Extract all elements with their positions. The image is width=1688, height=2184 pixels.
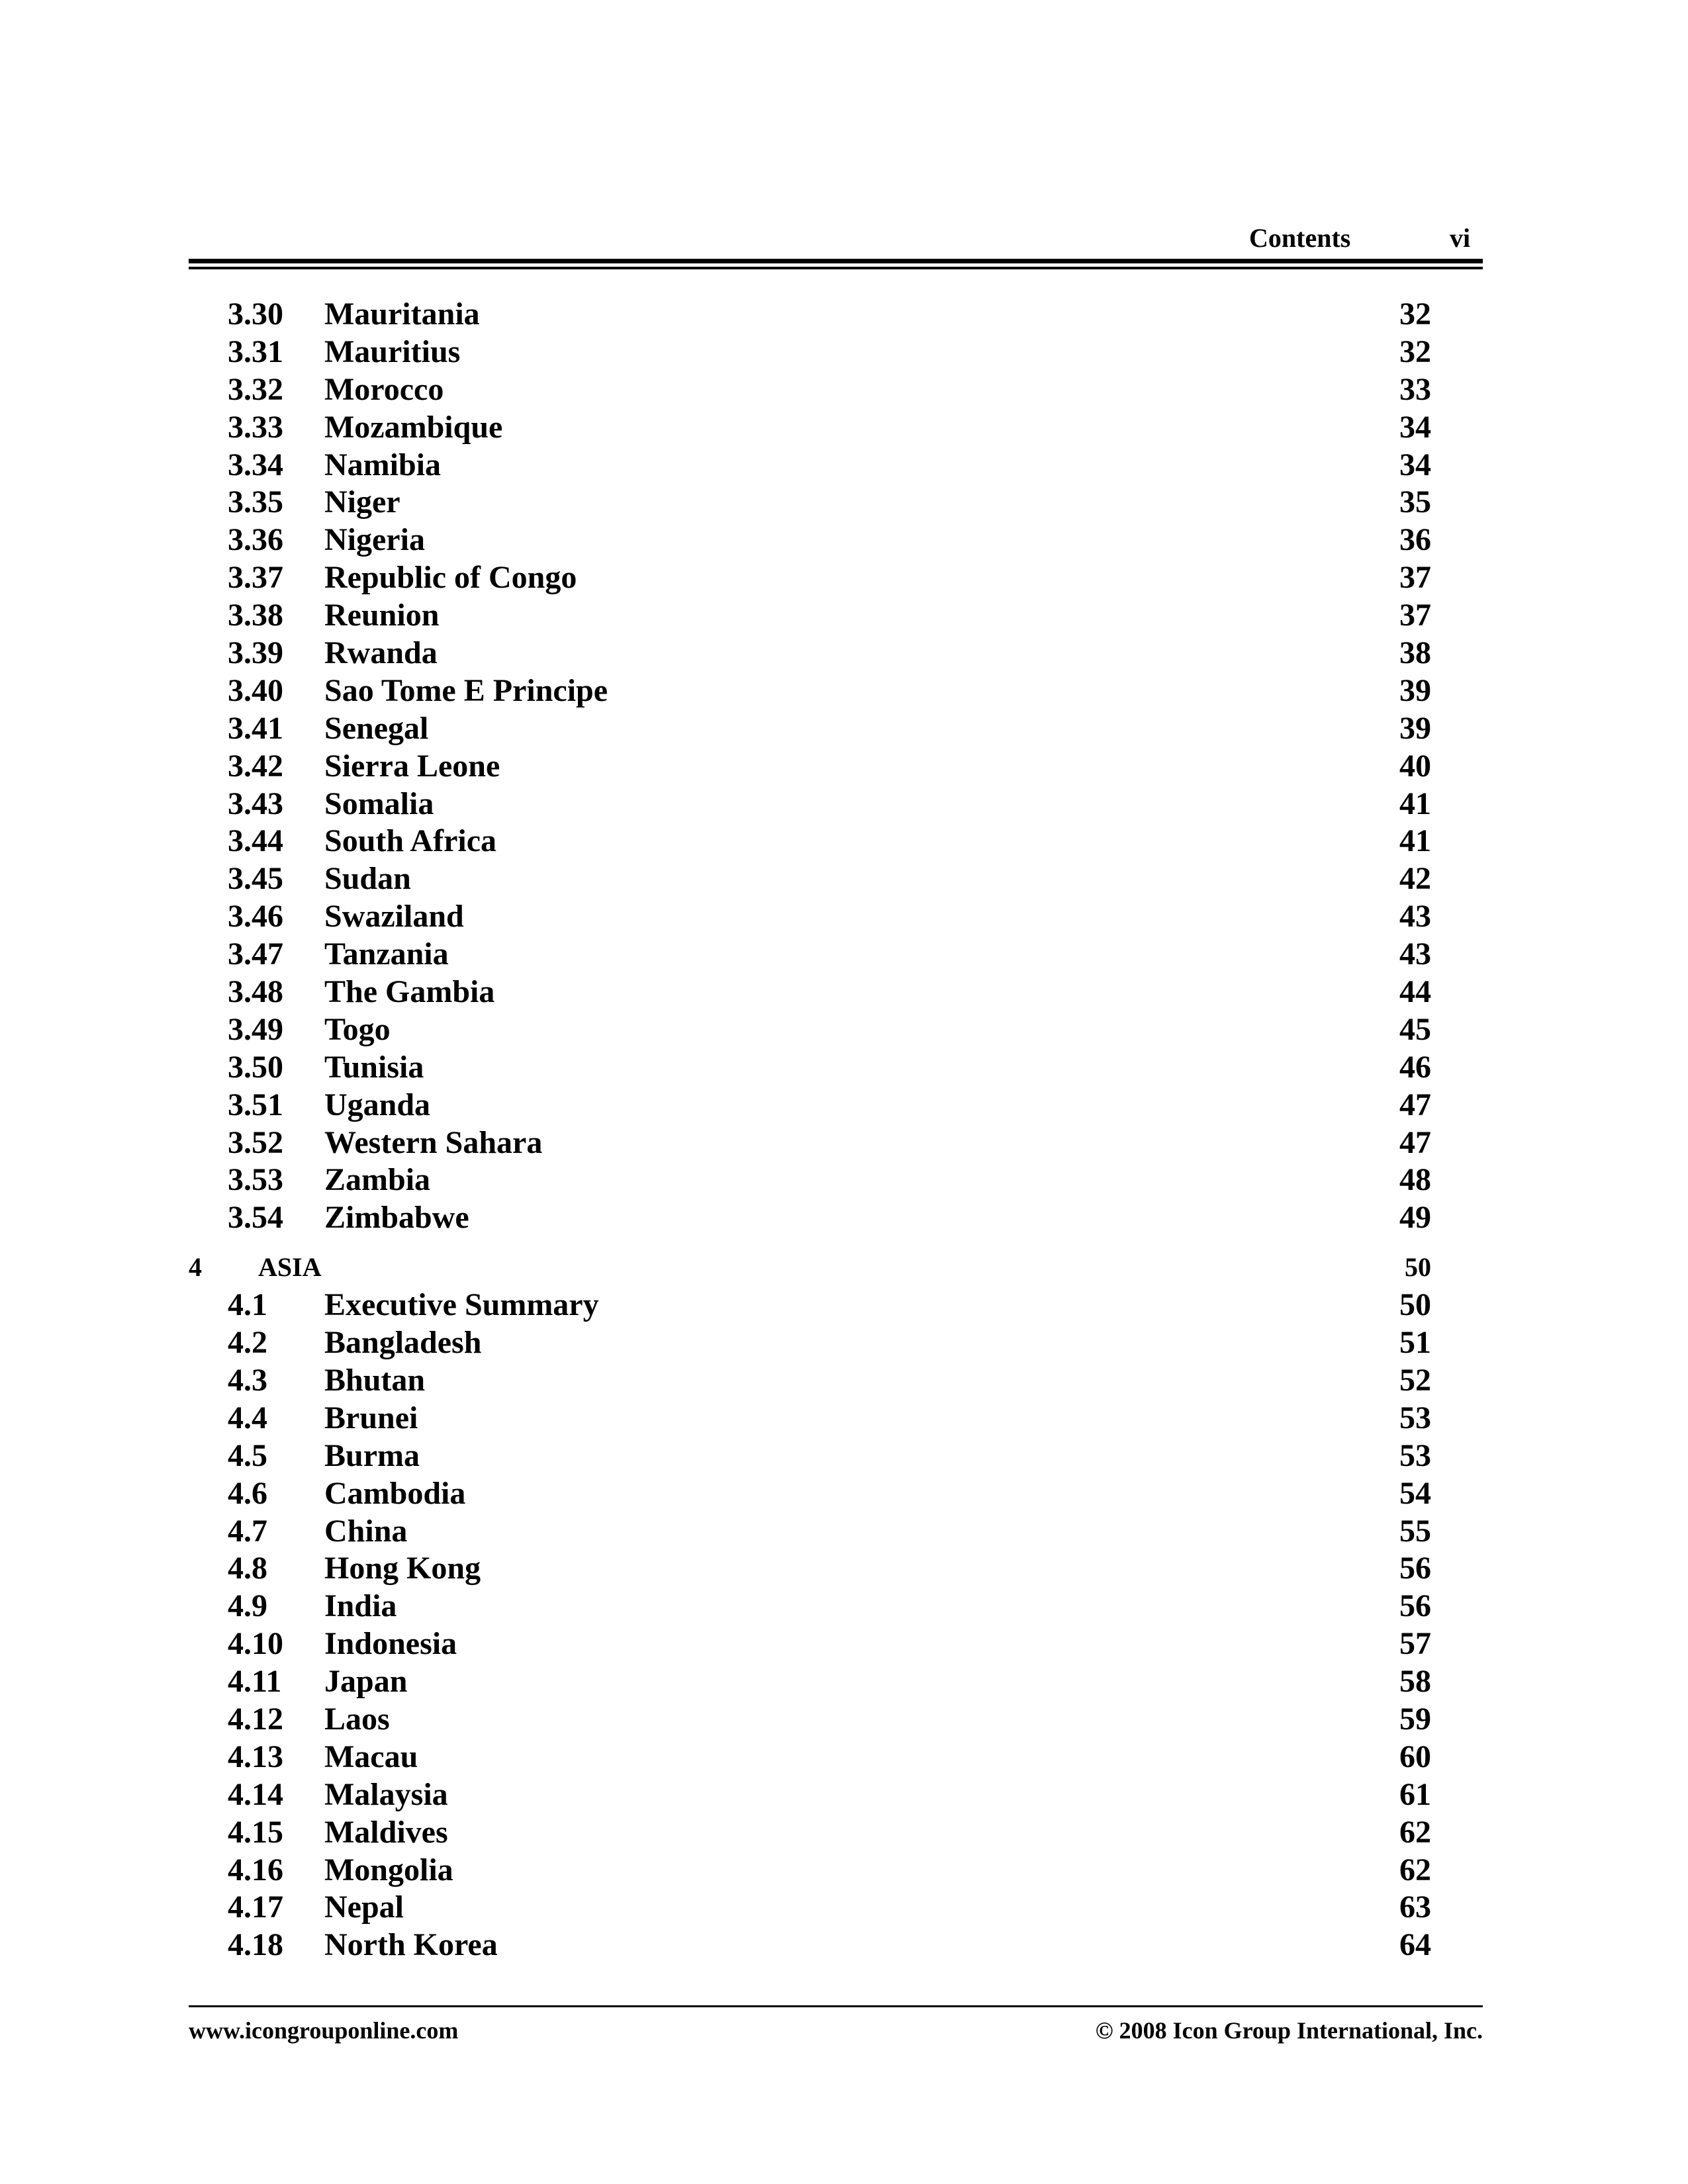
entry-title: Mauritius [324,334,461,369]
entry-page: 34 [1399,447,1431,482]
entry-title: Swaziland [324,899,464,934]
entry-number: 4.16 [228,1852,283,1888]
entry-page: 64 [1399,1927,1431,1963]
entry-number: 3.34 [228,447,283,482]
entry-number: 3.49 [228,1011,283,1047]
entry-number: 3.35 [228,484,283,520]
entry-number: 3.50 [228,1049,283,1085]
toc-entry[interactable] [0,1124,1688,1162]
entry-number: 4.12 [228,1701,283,1737]
entry-title: Laos [324,1701,390,1737]
entry-title: Bhutan [324,1362,426,1398]
entry-number: 3.33 [228,409,283,445]
entry-number: 3.37 [228,560,283,596]
entry-title: North Korea [324,1927,498,1963]
entry-number: 4.14 [228,1776,283,1812]
toc-entry[interactable] [0,1814,1688,1852]
entry-number: 3.32 [228,371,283,407]
toc-entry[interactable] [0,1889,1688,1927]
entry-title: Japan [324,1664,408,1700]
entry-page: 32 [1399,334,1431,369]
entry-title: Western Sahara [324,1124,543,1160]
toc-entry[interactable] [0,1161,1688,1199]
entry-title: Namibia [324,447,442,482]
entry-title: Executive Summary [324,1287,599,1323]
entry-page: 36 [1399,522,1431,558]
entry-title: Senegal [324,710,429,746]
entry-number: 4 [189,1252,202,1283]
entry-title: Macau [324,1739,418,1774]
entry-title: Malaysia [324,1776,448,1812]
entry-title: South Africa [324,823,497,859]
entry-number: 3.47 [228,936,283,972]
entry-page: 45 [1399,1011,1431,1047]
entry-page: 43 [1399,936,1431,972]
entry-page: 33 [1399,371,1431,407]
entry-title: Brunei [324,1400,418,1435]
toc-entry[interactable] [0,1437,1688,1475]
toc-entry[interactable] [0,1287,1688,1324]
entry-title: Mongolia [324,1852,453,1888]
toc-entry[interactable] [0,936,1688,974]
entry-number: 4.13 [228,1739,283,1774]
entry-title: Mozambique [324,409,503,445]
entry-number: 4.5 [228,1437,267,1473]
entry-page: 61 [1399,1776,1431,1812]
entry-page: 54 [1399,1475,1431,1511]
entry-number: 3.36 [228,522,283,558]
entry-title: Sierra Leone [324,748,500,784]
running-header-title: Contents [1249,223,1351,253]
entry-title: Reunion [324,598,440,633]
toc-entry[interactable] [0,1663,1688,1701]
entry-number: 4.18 [228,1927,283,1963]
entry-title: Niger [324,484,400,520]
entry-page: 47 [1399,1087,1431,1122]
entry-number: 4.2 [228,1325,267,1361]
entry-number: 3.41 [228,710,283,746]
entry-page: 47 [1399,1124,1431,1160]
entry-number: 4.8 [228,1551,267,1586]
entry-page: 56 [1399,1551,1431,1586]
entry-number: 3.31 [228,334,283,369]
entry-title: Tanzania [324,936,449,972]
entry-page: 40 [1399,748,1431,784]
entry-number: 3.51 [228,1087,283,1122]
entry-page: 39 [1399,672,1431,708]
toc-entry[interactable] [0,597,1688,635]
toc-entry[interactable] [0,974,1688,1011]
page-number: vi [1450,223,1471,253]
toc-entry[interactable] [0,635,1688,672]
entry-title: Nepal [324,1889,404,1925]
toc-entry[interactable] [0,1049,1688,1087]
entry-title: Cambodia [324,1475,466,1511]
entry-number: 3.38 [228,598,283,633]
header-rule-thin [189,267,1483,269]
entry-title: Zambia [324,1162,431,1198]
entry-number: 3.40 [228,672,283,708]
entry-title: Togo [324,1011,391,1047]
toc-entry[interactable] [0,484,1688,522]
entry-page: 63 [1399,1889,1431,1925]
toc-entry[interactable] [0,1199,1688,1237]
entry-page: 53 [1399,1437,1431,1473]
entry-page: 58 [1399,1664,1431,1700]
entry-page: 41 [1399,786,1431,821]
toc-entry[interactable] [0,371,1688,409]
toc-chapter-heading[interactable] [0,1249,1688,1287]
entry-title: Tunisia [324,1049,424,1085]
toc-entry[interactable] [0,786,1688,823]
toc-entry[interactable] [0,1701,1688,1739]
toc-entry[interactable] [0,1588,1688,1625]
entry-title: Zimbabwe [324,1200,469,1236]
toc-entry[interactable] [0,860,1688,898]
entry-page: 44 [1399,974,1431,1010]
table-of-contents [0,296,1688,1964]
entry-page: 52 [1399,1362,1431,1398]
entry-page: 50 [1399,1287,1431,1323]
entry-title: Hong Kong [324,1551,481,1586]
toc-entry[interactable] [0,1324,1688,1362]
entry-number: 3.30 [228,296,283,332]
entry-title: China [324,1513,408,1549]
entry-title: Bangladesh [324,1325,482,1361]
entry-page: 37 [1399,560,1431,596]
entry-page: 39 [1399,710,1431,746]
entry-page: 56 [1399,1588,1431,1624]
toc-entry[interactable] [0,748,1688,786]
entry-number: 4.15 [228,1814,283,1850]
entry-number: 4.7 [228,1513,267,1549]
entry-page: 38 [1399,635,1431,671]
toc-entry[interactable] [0,1776,1688,1814]
entry-page: 59 [1399,1701,1431,1737]
toc-entry[interactable] [0,334,1688,371]
footer-website: www.icongrouponline.com [189,2017,459,2044]
toc-entry[interactable] [0,672,1688,710]
toc-entry[interactable] [0,447,1688,484]
toc-entry[interactable] [0,1011,1688,1049]
entry-number: 3.39 [228,635,283,671]
entry-number: 4.6 [228,1475,267,1511]
entry-number: 4.10 [228,1626,283,1662]
toc-entry[interactable] [0,1087,1688,1124]
entry-title: Sao Tome E Principe [324,672,608,708]
toc-entry[interactable] [0,1927,1688,1964]
entry-number: 3.42 [228,748,283,784]
entry-title: The Gambia [324,974,495,1010]
toc-entry[interactable] [0,1625,1688,1663]
entry-number: 3.45 [228,861,283,897]
entry-title: Rwanda [324,635,438,671]
entry-page: 43 [1399,899,1431,934]
entry-title: Nigeria [324,522,425,558]
toc-entry[interactable] [0,1362,1688,1400]
entry-title: Burma [324,1437,420,1473]
toc-entry[interactable] [0,1475,1688,1513]
toc-entry[interactable] [0,409,1688,447]
entry-page: 57 [1399,1626,1431,1662]
entry-page: 62 [1399,1852,1431,1888]
entry-title: India [324,1588,397,1624]
entry-page: 55 [1399,1513,1431,1549]
entry-page: 49 [1399,1200,1431,1236]
toc-entry[interactable] [0,296,1688,334]
entry-page: 62 [1399,1814,1431,1850]
entry-number: 4.4 [228,1400,267,1435]
entry-number: 3.44 [228,823,283,859]
toc-entry[interactable] [0,710,1688,748]
entry-page: 32 [1399,296,1431,332]
footer-copyright: © 2008 Icon Group International, Inc. [1095,2017,1483,2044]
entry-page: 50 [1405,1252,1431,1283]
toc-entry[interactable] [0,1550,1688,1588]
entry-page: 46 [1399,1049,1431,1085]
toc-entry[interactable] [0,898,1688,936]
entry-title: Indonesia [324,1626,457,1662]
toc-entry[interactable] [0,1400,1688,1437]
toc-entry[interactable] [0,1852,1688,1889]
entry-number: 3.52 [228,1124,283,1160]
entry-page: 48 [1399,1162,1431,1198]
entry-number: 4.9 [228,1588,267,1624]
entry-number: 3.43 [228,786,283,821]
entry-page: 35 [1399,484,1431,520]
entry-number: 4.3 [228,1362,267,1398]
entry-page: 60 [1399,1739,1431,1774]
entry-page: 37 [1399,598,1431,633]
entry-title: Morocco [324,371,444,407]
entry-title: Maldives [324,1814,448,1850]
footer-rule [189,2005,1483,2007]
header-rule-thick [189,259,1483,263]
entry-number: 3.54 [228,1200,283,1236]
entry-page: 42 [1399,861,1431,897]
toc-entry[interactable] [0,823,1688,860]
entry-title: Mauritania [324,296,480,332]
entry-number: 4.1 [228,1287,267,1323]
entry-number: 3.46 [228,899,283,934]
toc-entry[interactable] [0,1513,1688,1551]
entry-page: 41 [1399,823,1431,859]
toc-entry[interactable] [0,1739,1688,1776]
entry-number: 4.11 [228,1664,282,1700]
entry-page: 53 [1399,1400,1431,1435]
toc-entry[interactable] [0,559,1688,597]
entry-page: 51 [1399,1325,1431,1361]
entry-title: Sudan [324,861,411,897]
entry-title: Somalia [324,786,434,821]
entry-title: ASIA [258,1252,322,1283]
toc-entry[interactable] [0,522,1688,559]
entry-number: 4.17 [228,1889,283,1925]
entry-number: 3.53 [228,1162,283,1198]
entry-title: Republic of Congo [324,560,577,596]
entry-title: Uganda [324,1087,431,1122]
entry-number: 3.48 [228,974,283,1010]
entry-page: 34 [1399,409,1431,445]
